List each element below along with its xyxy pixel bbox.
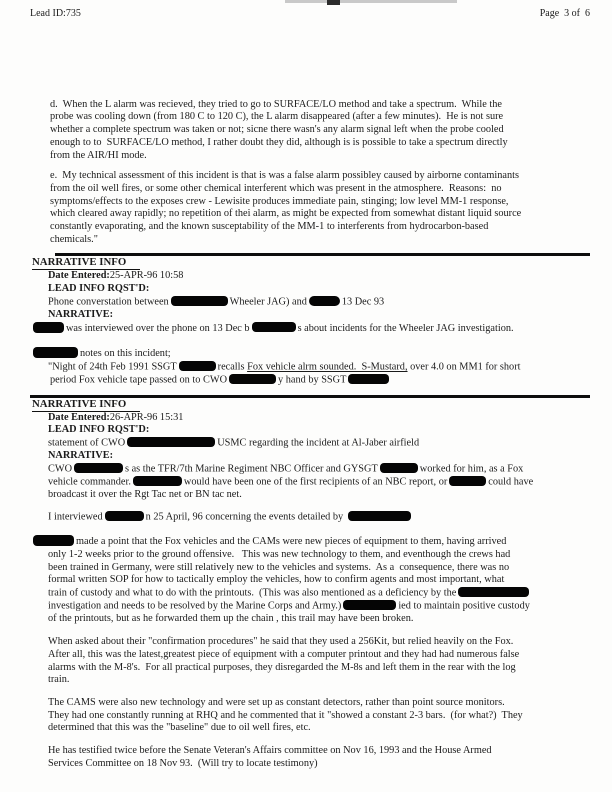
quote-line-2: period Fox vehicle tape passed on to CWO y hand by SSGT	[50, 374, 590, 387]
lead-info-line: Phone converstation between Wheeler JAG) and 13 Dec 93	[48, 296, 385, 308]
text-line: which cleared away rapidly; no repetition of thei alarm, as might be expected from somewhat distant liquid source	[50, 208, 522, 220]
redaction-bar	[33, 347, 78, 358]
scan-streak-artifact	[285, 0, 457, 3]
text-line: whether a complete spectrum was taken or not; sicne there wasn's any alarm signal left when the probe cooled	[50, 124, 504, 136]
redaction-bar	[127, 437, 215, 447]
redaction-bar	[105, 511, 144, 521]
lead-info-label: LEAD INFO RQST'D:	[48, 424, 150, 436]
redaction-bar	[229, 374, 276, 384]
cwo-line-3: broadcast it over the Rgt Tac net or BN tac net.	[48, 489, 242, 501]
narrative-section-1	[30, 253, 590, 387]
date-entered-label: Date Entered:	[48, 411, 110, 423]
section-title: NARRATIVE INFO	[32, 398, 140, 412]
text-line: probe was cooling down (from 180 C to 120 C), the L alarm disappeared (after a few minutes). He is not sure	[50, 111, 504, 123]
text-line: made a point that the Fox vehicles and the CAMs were new pieces of equipment to them, having arrived	[33, 535, 590, 549]
text-line: train of custody and what to do with the printouts. (This was also mentioned as a deficiency by the	[48, 587, 590, 600]
text-line: He has testified twice before the Senate Veteran's Affairs committee on Nov 16, 1993 and the House Armed	[48, 745, 492, 757]
text-line: train.	[48, 674, 70, 686]
date-entered-value: 26-APR-96 15:31	[109, 411, 184, 423]
redaction-bar	[309, 296, 340, 306]
confirmation-paragraph	[30, 636, 590, 687]
text-line: When asked about their "confirmation procedures" he said that they used a 256Kit, but relied heavily on the Fox.	[48, 636, 514, 648]
text-line: investigation and needs to be resolved by the Marine Corps and Army.) ied to maintain positive custody	[48, 600, 530, 612]
redaction-bar	[343, 600, 396, 610]
text-line: symptoms/effects to the exposes crew - Lewisite produces immediate pain, stinging; low level MM-1 response,	[50, 195, 509, 207]
redaction-bar	[33, 322, 64, 333]
redaction-bar	[252, 322, 296, 332]
text-line: They had one constantly running at RHQ and he commented that it "showed a constant 2-3 bars. (for what?) They	[48, 709, 523, 721]
date-entered-value: 25-APR-96 10:58	[109, 270, 184, 282]
text-line: from the AIR/HI mode.	[50, 149, 147, 161]
text-line: only 1-2 weeks prior to the ground offensive. This was new technology to them, and eventhough the crews had	[48, 548, 511, 560]
redaction-bar	[348, 511, 411, 521]
text-line: After all, this was the latest,greatest piece of equipment with a computer printout and they had had numerous false	[48, 648, 520, 660]
notes-line: notes on this incident;	[33, 347, 590, 361]
redaction-bar	[33, 535, 74, 546]
page-header	[30, 8, 590, 21]
section-title: NARRATIVE INFO	[32, 256, 140, 270]
text-line: formal written SOP for how to tactically employ the vehicles, how to confirm agents and most important, what	[48, 574, 505, 586]
cwo-line-2: vehicle commander. would have been one of the first recipients of an NBC report, or could have	[48, 476, 534, 488]
text-line: chemicals."	[50, 233, 98, 245]
page-number: Page 3 of 6	[539, 8, 590, 19]
redaction-bar	[133, 476, 182, 486]
paragraph-d	[50, 99, 590, 163]
narrative-label: NARRATIVE:	[48, 450, 114, 462]
cams-paragraph	[30, 697, 590, 735]
text-line: determined that this was the "baseline" due to oil well fires, etc.	[48, 722, 311, 734]
text-line: The CAMS were also new technology and were set up as constant detectors, rather than point source monitors.	[48, 696, 505, 708]
redaction-bar	[449, 476, 486, 486]
date-entered-line	[48, 270, 590, 283]
redaction-bar	[74, 463, 123, 473]
point-paragraph	[30, 535, 590, 626]
text-line: d. When the L alarm was recieved, they tried to go to SURFACE/LO method and take a spectrum. While the	[50, 98, 502, 110]
quote-line-1: "Night of 24th Feb 1991 SSGT recalls Fox vehicle alrm sounded. S-Mustard, over 4.0 on MM1 for short	[48, 361, 521, 373]
text-line: constantly evaporating, and the known susceptability of the MM-1 to interferents from hydrocarbon-based	[50, 221, 489, 233]
interview-line: I interviewed n 25 April, 96 concerning the events detailed by	[48, 511, 590, 524]
redaction-bar	[380, 463, 418, 473]
text-line: of the printouts, but as he forwarded them up the chain , this trail may have been broken.	[48, 613, 414, 625]
redaction-bar	[179, 361, 216, 371]
text-line: from the oil well fires, or some other chemical interferent which was present in the atmosphere. Reasons: no	[50, 182, 502, 194]
lead-info-line: statement of CWO USMC regarding the incident at Al-Jaber airfield	[48, 437, 420, 449]
lead-id: Lead ID:735	[30, 8, 81, 19]
redaction-bar	[458, 587, 529, 597]
narrative-section-2	[30, 395, 590, 771]
scan-blot-artifact	[327, 0, 340, 5]
lead-info-label: LEAD INFO RQST'D:	[48, 283, 150, 295]
text-line: Services Committee on 18 Nov 93. (Will try to locate testimony)	[48, 757, 318, 769]
date-entered-line	[48, 412, 590, 425]
date-entered-label: Date Entered:	[48, 270, 110, 282]
cwo-line-1: CWO s as the TFR/7th Marine Regiment NBC Officer and GYSGT worked for him, as a Fox	[48, 463, 524, 475]
text-line: enough to to SURFACE/LO method, I rather doubt they did, although is is possible to take a spectrum directly	[50, 136, 508, 148]
testimony-paragraph	[30, 745, 590, 770]
narrative-line: was interviewed over the phone on 13 Dec b s about incidents for the Wheeler JAG investigation.	[33, 322, 590, 336]
text-line: alarms with the M-8's. For all practical purposes, they disregarded the M-8s and left them in the rear with the log	[48, 661, 516, 673]
paragraph-e	[50, 170, 590, 246]
text-line: e. My technical assessment of this incident is that is was a false alarm possibley caused by airborne contaminants	[50, 170, 519, 182]
redaction-bar	[171, 296, 228, 306]
narrative-label: NARRATIVE:	[48, 309, 114, 321]
redaction-bar	[348, 374, 389, 384]
text-line: been trained in Germany, were still relatively new to the vehicles and systems. As a consequence, there was no	[48, 561, 510, 573]
